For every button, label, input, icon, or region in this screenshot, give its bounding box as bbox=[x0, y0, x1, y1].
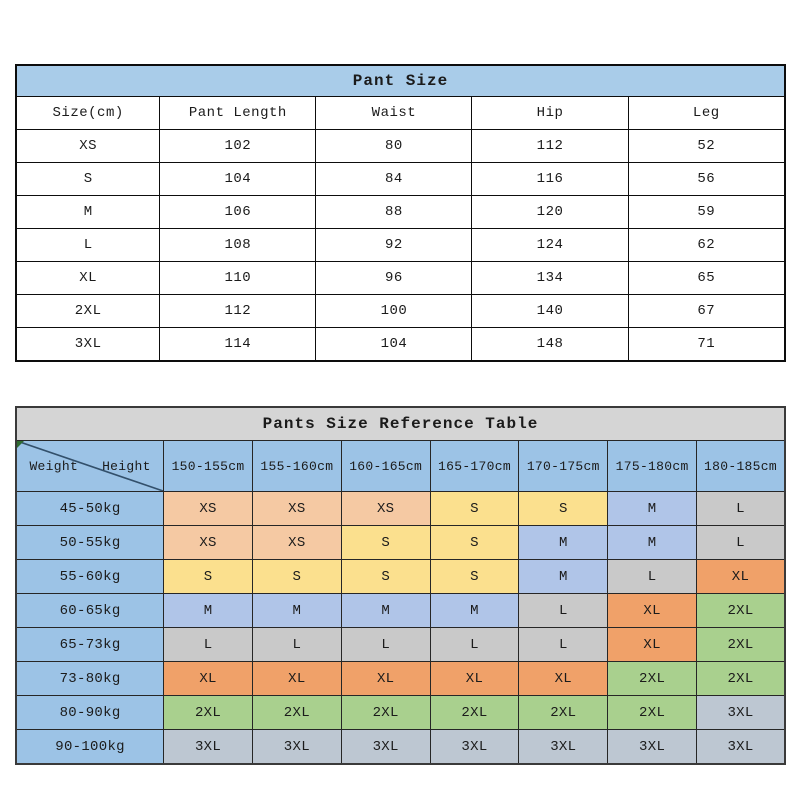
measurement-cell: 106 bbox=[160, 196, 316, 229]
weight-row-label: 65-73kg bbox=[16, 628, 164, 662]
table-row bbox=[16, 594, 785, 628]
size-cell: M bbox=[608, 526, 697, 560]
measurement-cell: 80 bbox=[316, 130, 472, 163]
measurement-cell: 88 bbox=[316, 196, 472, 229]
size-cell: 2XL bbox=[608, 696, 697, 730]
height-axis-label: Height bbox=[102, 458, 151, 474]
size-cell: L bbox=[341, 628, 430, 662]
measurement-cell: 114 bbox=[160, 328, 316, 362]
height-column-header: 170-175cm bbox=[519, 441, 608, 492]
table-row bbox=[16, 130, 785, 163]
pant-size-table bbox=[15, 64, 786, 362]
weight-row-label: 45-50kg bbox=[16, 492, 164, 526]
measurement-cell: 71 bbox=[628, 328, 785, 362]
column-header-hip: Hip bbox=[472, 97, 628, 130]
size-cell: M bbox=[252, 594, 341, 628]
size-cell: 3XL bbox=[697, 696, 785, 730]
size-cell: 2XL bbox=[164, 696, 253, 730]
pant-size-tbody bbox=[16, 130, 785, 362]
measurement-cell: 56 bbox=[628, 163, 785, 196]
measurement-cell: 120 bbox=[472, 196, 628, 229]
size-cell: 2XL bbox=[697, 662, 785, 696]
height-column-header: 150-155cm bbox=[164, 441, 253, 492]
measurement-cell: 110 bbox=[160, 262, 316, 295]
size-cell: S bbox=[519, 492, 608, 526]
table-row bbox=[16, 662, 785, 696]
size-label-cell: XL bbox=[16, 262, 160, 295]
size-cell: XL bbox=[519, 662, 608, 696]
measurement-cell: 84 bbox=[316, 163, 472, 196]
height-column-header: 180-185cm bbox=[697, 441, 785, 492]
size-cell: S bbox=[430, 560, 519, 594]
size-cell: 3XL bbox=[341, 730, 430, 765]
size-cell: M bbox=[519, 560, 608, 594]
size-cell: 3XL bbox=[519, 730, 608, 765]
height-column-header: 160-165cm bbox=[341, 441, 430, 492]
measurement-cell: 52 bbox=[628, 130, 785, 163]
size-label-cell: XS bbox=[16, 130, 160, 163]
column-header-leg: Leg bbox=[628, 97, 785, 130]
height-column-header: 165-170cm bbox=[430, 441, 519, 492]
measurement-cell: 62 bbox=[628, 229, 785, 262]
column-header-waist: Waist bbox=[316, 97, 472, 130]
measurement-cell: 124 bbox=[472, 229, 628, 262]
table-row bbox=[16, 492, 785, 526]
size-cell: S bbox=[164, 560, 253, 594]
size-cell: 3XL bbox=[697, 730, 785, 765]
table-row bbox=[16, 696, 785, 730]
size-cell: 3XL bbox=[252, 730, 341, 765]
measurement-cell: 104 bbox=[160, 163, 316, 196]
size-label-cell: M bbox=[16, 196, 160, 229]
measurement-cell: 112 bbox=[472, 130, 628, 163]
size-cell: L bbox=[164, 628, 253, 662]
reference-table-title: Pants Size Reference Table bbox=[16, 407, 785, 441]
table-row bbox=[16, 295, 785, 328]
size-cell: XS bbox=[341, 492, 430, 526]
size-cell: XL bbox=[341, 662, 430, 696]
reference-tbody bbox=[16, 492, 785, 765]
size-cell: L bbox=[697, 492, 785, 526]
table-row bbox=[16, 196, 785, 229]
size-cell: M bbox=[430, 594, 519, 628]
measurement-cell: 116 bbox=[472, 163, 628, 196]
weight-row-label: 55-60kg bbox=[16, 560, 164, 594]
table-row bbox=[16, 262, 785, 295]
size-cell: XL bbox=[697, 560, 785, 594]
size-cell: L bbox=[697, 526, 785, 560]
height-column-header: 175-180cm bbox=[608, 441, 697, 492]
measurement-cell: 108 bbox=[160, 229, 316, 262]
size-label-cell: 3XL bbox=[16, 328, 160, 362]
size-cell: 3XL bbox=[430, 730, 519, 765]
size-cell: L bbox=[252, 628, 341, 662]
size-cell: L bbox=[608, 560, 697, 594]
reference-table bbox=[15, 406, 786, 765]
size-label-cell: L bbox=[16, 229, 160, 262]
size-cell: S bbox=[341, 560, 430, 594]
measurement-cell: 67 bbox=[628, 295, 785, 328]
weight-axis-label: Weight bbox=[29, 458, 79, 474]
table-row bbox=[16, 229, 785, 262]
size-cell: S bbox=[252, 560, 341, 594]
size-cell: L bbox=[519, 628, 608, 662]
measurement-cell: 134 bbox=[472, 262, 628, 295]
measurement-cell: 104 bbox=[316, 328, 472, 362]
weight-row-label: 50-55kg bbox=[16, 526, 164, 560]
measurement-cell: 112 bbox=[160, 295, 316, 328]
height-column-header: 155-160cm bbox=[252, 441, 341, 492]
size-cell: 2XL bbox=[608, 662, 697, 696]
measurement-cell: 148 bbox=[472, 328, 628, 362]
size-cell: L bbox=[519, 594, 608, 628]
column-header-pant-length: Pant Length bbox=[160, 97, 316, 130]
size-cell: S bbox=[430, 526, 519, 560]
weight-row-label: 90-100kg bbox=[16, 730, 164, 765]
measurement-cell: 102 bbox=[160, 130, 316, 163]
size-cell: L bbox=[430, 628, 519, 662]
size-cell: 2XL bbox=[519, 696, 608, 730]
table-row bbox=[16, 730, 785, 765]
table-row bbox=[16, 560, 785, 594]
size-label-cell: 2XL bbox=[16, 295, 160, 328]
size-cell: M bbox=[341, 594, 430, 628]
size-cell: M bbox=[164, 594, 253, 628]
measurement-cell: 92 bbox=[316, 229, 472, 262]
size-label-cell: S bbox=[16, 163, 160, 196]
weight-row-label: 80-90kg bbox=[16, 696, 164, 730]
size-cell: 3XL bbox=[164, 730, 253, 765]
reference-title-row bbox=[16, 407, 785, 441]
size-cell: M bbox=[608, 492, 697, 526]
pant-size-title-row bbox=[16, 65, 785, 97]
size-cell: XS bbox=[252, 492, 341, 526]
size-cell: XS bbox=[164, 492, 253, 526]
measurement-cell: 59 bbox=[628, 196, 785, 229]
size-cell: XS bbox=[164, 526, 253, 560]
weight-height-corner-cell bbox=[16, 441, 164, 492]
measurement-cell: 96 bbox=[316, 262, 472, 295]
column-header-size: Size(cm) bbox=[16, 97, 160, 130]
size-cell: XL bbox=[608, 628, 697, 662]
table-row bbox=[16, 628, 785, 662]
size-cell: 2XL bbox=[697, 628, 785, 662]
size-cell: XL bbox=[252, 662, 341, 696]
table-row bbox=[16, 328, 785, 362]
size-cell: S bbox=[430, 492, 519, 526]
measurement-cell: 100 bbox=[316, 295, 472, 328]
size-cell: S bbox=[341, 526, 430, 560]
size-cell: XL bbox=[164, 662, 253, 696]
table-row bbox=[16, 163, 785, 196]
weight-row-label: 73-80kg bbox=[16, 662, 164, 696]
pant-size-header-row bbox=[16, 97, 785, 130]
size-cell: M bbox=[519, 526, 608, 560]
size-cell: 2XL bbox=[252, 696, 341, 730]
size-cell: 2XL bbox=[697, 594, 785, 628]
weight-row-label: 60-65kg bbox=[16, 594, 164, 628]
size-cell: 3XL bbox=[608, 730, 697, 765]
pant-size-table-title: Pant Size bbox=[16, 65, 785, 97]
table-row bbox=[16, 526, 785, 560]
size-cell: XL bbox=[430, 662, 519, 696]
size-cell: XS bbox=[252, 526, 341, 560]
measurement-cell: 65 bbox=[628, 262, 785, 295]
size-cell: 2XL bbox=[341, 696, 430, 730]
size-cell: XL bbox=[608, 594, 697, 628]
measurement-cell: 140 bbox=[472, 295, 628, 328]
reference-header-row bbox=[16, 441, 785, 492]
size-cell: 2XL bbox=[430, 696, 519, 730]
